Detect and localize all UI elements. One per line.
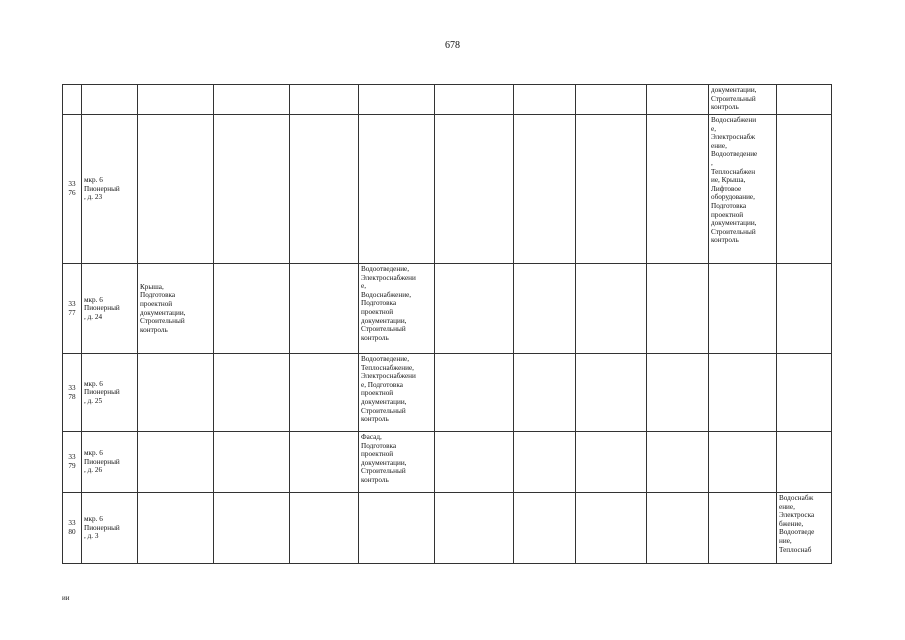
cell-text: Крыша, Подготовка проектной документации, Строительный контроль (138, 264, 214, 354)
address: мкр. 6 Пионерный , д. 26 (82, 432, 138, 493)
cell (214, 432, 290, 493)
table-row (63, 354, 832, 432)
cell (290, 493, 359, 564)
cell (576, 432, 647, 493)
cell (138, 115, 214, 264)
row-number: 33 77 (63, 264, 82, 354)
cell (214, 493, 290, 564)
cell (214, 85, 290, 115)
table-row (63, 493, 832, 564)
cell (214, 115, 290, 264)
page-number: 678 (445, 40, 460, 51)
table-row (63, 432, 832, 493)
cell-text: Водоснабжени е, Электроснабж ение, Водоотведение , Теплоснабжен ие, Крыша, Лифтовое оборудование, Подготовка проектной документации, Строительный контроль (709, 115, 777, 264)
cell (514, 115, 576, 264)
cell (435, 354, 514, 432)
cell (514, 264, 576, 354)
footer-mark: ии (62, 594, 70, 602)
cell (576, 493, 647, 564)
cell-text: Водоотведение, Электроснабжени е, Водоснабжение, Подготовка проектной документации, Строительный контроль (359, 264, 435, 354)
cell (290, 264, 359, 354)
table-row (63, 85, 832, 115)
cell (435, 115, 514, 264)
row-number: 33 80 (63, 493, 82, 564)
cell (214, 264, 290, 354)
cell (576, 264, 647, 354)
address: мкр. 6 Пионерный , д. 3 (82, 493, 138, 564)
cell (709, 493, 777, 564)
cell (647, 493, 709, 564)
cell (290, 354, 359, 432)
cell (647, 264, 709, 354)
cell (647, 432, 709, 493)
cell (647, 354, 709, 432)
cell (359, 115, 435, 264)
cell (138, 85, 214, 115)
address: мкр. 6 Пионерный , д. 23 (82, 115, 138, 264)
cell (435, 264, 514, 354)
row-number: 33 76 (63, 115, 82, 264)
cell (82, 85, 138, 115)
cell (777, 264, 832, 354)
cell (647, 85, 709, 115)
cell-text: Фасад, Подготовка проектной документации, Строительный контроль (359, 432, 435, 493)
row-number: 33 78 (63, 354, 82, 432)
cell (214, 354, 290, 432)
cell (435, 432, 514, 493)
cell (359, 85, 435, 115)
cell (435, 493, 514, 564)
cell (290, 115, 359, 264)
cell (290, 432, 359, 493)
cell (138, 432, 214, 493)
row-number: 33 79 (63, 432, 82, 493)
cell (576, 115, 647, 264)
cell (709, 354, 777, 432)
cell (514, 493, 576, 564)
cell-text: документации, Строительный контроль (709, 85, 777, 115)
cell-text: Водоотведение, Теплоснабжение, Электроснабжени е, Подготовка проектной документации, Строительный контроль (359, 354, 435, 432)
cell (359, 493, 435, 564)
cell (777, 115, 832, 264)
table-row (63, 264, 832, 354)
cell (576, 85, 647, 115)
address: мкр. 6 Пионерный , д. 25 (82, 354, 138, 432)
cell (435, 85, 514, 115)
cell (709, 432, 777, 493)
cell (777, 85, 832, 115)
cell (63, 85, 82, 115)
cell (777, 354, 832, 432)
cell-text: Водоснабж ение, Электроска бжение, Водоотведе ние, Теплоснаб (777, 493, 832, 564)
cell (647, 115, 709, 264)
cell (290, 85, 359, 115)
cell (138, 493, 214, 564)
cell (514, 432, 576, 493)
address: мкр. 6 Пионерный , д. 24 (82, 264, 138, 354)
cell (514, 354, 576, 432)
works-table (62, 84, 832, 564)
cell (777, 432, 832, 493)
cell (576, 354, 647, 432)
cell (514, 85, 576, 115)
table-row (63, 115, 832, 264)
cell (709, 264, 777, 354)
cell (138, 354, 214, 432)
